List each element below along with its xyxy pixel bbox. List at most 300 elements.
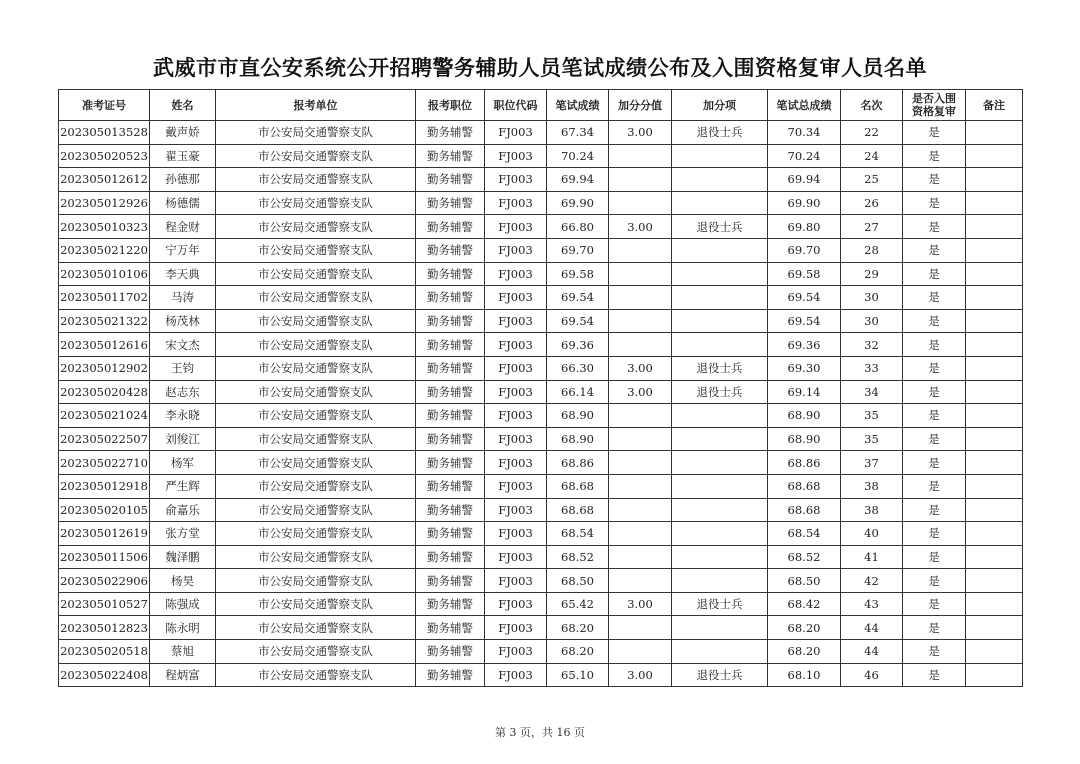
cell-exam-number: 202305010527 <box>59 592 150 616</box>
col-header-shortlisted: 是否入围资格复审 <box>903 90 966 121</box>
cell-total-score: 69.90 <box>768 191 841 215</box>
cell-bonus-item: 退役士兵 <box>672 380 768 404</box>
cell-bonus-item <box>672 498 768 522</box>
cell-shortlisted: 是 <box>903 569 966 593</box>
cell-total-score: 69.54 <box>768 309 841 333</box>
cell-position: 勤务辅警 <box>416 427 485 451</box>
cell-remarks <box>966 168 1023 192</box>
cell-exam-number: 202305022507 <box>59 427 150 451</box>
cell-position-code: FJ003 <box>485 121 547 145</box>
cell-remarks <box>966 592 1023 616</box>
cell-bonus-points: 3.00 <box>609 592 672 616</box>
cell-unit: 市公安局交通警察支队 <box>216 592 416 616</box>
cell-total-score: 68.42 <box>768 592 841 616</box>
cell-shortlisted: 是 <box>903 356 966 380</box>
cell-bonus-item <box>672 616 768 640</box>
cell-unit: 市公安局交通警察支队 <box>216 191 416 215</box>
cell-bonus-points <box>609 498 672 522</box>
cell-rank: 30 <box>841 286 903 310</box>
cell-written-score: 68.54 <box>547 522 609 546</box>
cell-total-score: 68.90 <box>768 404 841 428</box>
cell-remarks <box>966 309 1023 333</box>
cell-name: 马涛 <box>150 286 216 310</box>
cell-name: 程炳富 <box>150 663 216 687</box>
cell-bonus-points <box>609 333 672 357</box>
cell-bonus-points <box>609 616 672 640</box>
cell-shortlisted: 是 <box>903 427 966 451</box>
cell-position: 勤务辅警 <box>416 356 485 380</box>
cell-position-code: FJ003 <box>485 663 547 687</box>
cell-rank: 44 <box>841 616 903 640</box>
cell-unit: 市公安局交通警察支队 <box>216 144 416 168</box>
cell-rank: 35 <box>841 404 903 428</box>
cell-position: 勤务辅警 <box>416 592 485 616</box>
cell-total-score: 68.20 <box>768 616 841 640</box>
cell-shortlisted: 是 <box>903 121 966 145</box>
cell-name: 程金财 <box>150 215 216 239</box>
cell-name: 张方堂 <box>150 522 216 546</box>
cell-total-score: 70.34 <box>768 121 841 145</box>
cell-position: 勤务辅警 <box>416 474 485 498</box>
cell-rank: 40 <box>841 522 903 546</box>
cell-exam-number: 202305022906 <box>59 569 150 593</box>
cell-position-code: FJ003 <box>485 640 547 664</box>
cell-position: 勤务辅警 <box>416 498 485 522</box>
table-row <box>59 498 1023 522</box>
cell-bonus-points: 3.00 <box>609 121 672 145</box>
cell-position-code: FJ003 <box>485 545 547 569</box>
cell-position-code: FJ003 <box>485 451 547 475</box>
cell-position-code: FJ003 <box>485 333 547 357</box>
cell-shortlisted: 是 <box>903 333 966 357</box>
cell-bonus-points <box>609 144 672 168</box>
table-row <box>59 262 1023 286</box>
cell-position-code: FJ003 <box>485 286 547 310</box>
col-header-remarks: 备注 <box>966 90 1023 121</box>
table-row <box>59 168 1023 192</box>
cell-exam-number: 202305012616 <box>59 333 150 357</box>
cell-bonus-points <box>609 474 672 498</box>
cell-exam-number: 202305012619 <box>59 522 150 546</box>
table-row <box>59 545 1023 569</box>
table-row <box>59 144 1023 168</box>
cell-bonus-item <box>672 569 768 593</box>
page-footer: 第 3 页，共 16 页 <box>495 726 585 739</box>
cell-written-score: 69.58 <box>547 262 609 286</box>
cell-bonus-item <box>672 168 768 192</box>
cell-exam-number: 202305012918 <box>59 474 150 498</box>
cell-total-score: 68.50 <box>768 569 841 593</box>
cell-written-score: 69.54 <box>547 286 609 310</box>
cell-exam-number: 202305022408 <box>59 663 150 687</box>
cell-bonus-item <box>672 286 768 310</box>
cell-name: 刘俊江 <box>150 427 216 451</box>
cell-shortlisted: 是 <box>903 663 966 687</box>
cell-unit: 市公安局交通警察支队 <box>216 498 416 522</box>
cell-name: 宋文杰 <box>150 333 216 357</box>
cell-remarks <box>966 215 1023 239</box>
table-row <box>59 474 1023 498</box>
cell-position: 勤务辅警 <box>416 663 485 687</box>
cell-exam-number: 202305021024 <box>59 404 150 428</box>
header-row <box>59 90 1023 121</box>
table-row <box>59 663 1023 687</box>
cell-total-score: 68.90 <box>768 427 841 451</box>
cell-rank: 33 <box>841 356 903 380</box>
cell-bonus-points <box>609 427 672 451</box>
cell-written-score: 69.94 <box>547 168 609 192</box>
cell-written-score: 68.86 <box>547 451 609 475</box>
cell-bonus-item <box>672 333 768 357</box>
cell-rank: 46 <box>841 663 903 687</box>
cell-exam-number: 202305021220 <box>59 238 150 262</box>
cell-name: 杨昊 <box>150 569 216 593</box>
cell-bonus-points: 3.00 <box>609 215 672 239</box>
cell-position: 勤务辅警 <box>416 238 485 262</box>
cell-bonus-points <box>609 522 672 546</box>
cell-rank: 29 <box>841 262 903 286</box>
cell-position: 勤务辅警 <box>416 191 485 215</box>
cell-position: 勤务辅警 <box>416 616 485 640</box>
cell-remarks <box>966 569 1023 593</box>
cell-unit: 市公安局交通警察支队 <box>216 522 416 546</box>
cell-position: 勤务辅警 <box>416 333 485 357</box>
cell-name: 魏泽鹏 <box>150 545 216 569</box>
col-header-bonus-item: 加分项 <box>672 90 768 121</box>
cell-bonus-points <box>609 545 672 569</box>
table-row <box>59 427 1023 451</box>
cell-unit: 市公安局交通警察支队 <box>216 569 416 593</box>
table-row <box>59 522 1023 546</box>
table-row <box>59 121 1023 145</box>
cell-bonus-item: 退役士兵 <box>672 121 768 145</box>
cell-written-score: 68.68 <box>547 474 609 498</box>
cell-position: 勤务辅警 <box>416 262 485 286</box>
col-header-exam-number: 准考证号 <box>59 90 150 121</box>
cell-total-score: 69.70 <box>768 238 841 262</box>
cell-position-code: FJ003 <box>485 498 547 522</box>
cell-name: 王钧 <box>150 356 216 380</box>
cell-written-score: 70.24 <box>547 144 609 168</box>
cell-written-score: 68.52 <box>547 545 609 569</box>
cell-shortlisted: 是 <box>903 474 966 498</box>
cell-bonus-points <box>609 640 672 664</box>
cell-written-score: 68.90 <box>547 404 609 428</box>
cell-exam-number: 202305010106 <box>59 262 150 286</box>
cell-rank: 27 <box>841 215 903 239</box>
cell-remarks <box>966 427 1023 451</box>
cell-remarks <box>966 238 1023 262</box>
cell-position: 勤务辅警 <box>416 569 485 593</box>
cell-remarks <box>966 380 1023 404</box>
cell-exam-number: 202305013528 <box>59 121 150 145</box>
cell-position-code: FJ003 <box>485 215 547 239</box>
cell-bonus-points <box>609 191 672 215</box>
col-header-written-score: 笔试成绩 <box>547 90 609 121</box>
cell-position: 勤务辅警 <box>416 168 485 192</box>
cell-position-code: FJ003 <box>485 616 547 640</box>
cell-written-score: 66.80 <box>547 215 609 239</box>
cell-shortlisted: 是 <box>903 616 966 640</box>
cell-position-code: FJ003 <box>485 238 547 262</box>
cell-exam-number: 202305012823 <box>59 616 150 640</box>
cell-rank: 37 <box>841 451 903 475</box>
cell-total-score: 69.30 <box>768 356 841 380</box>
table-row <box>59 404 1023 428</box>
cell-written-score: 68.20 <box>547 616 609 640</box>
cell-written-score: 66.30 <box>547 356 609 380</box>
cell-position: 勤务辅警 <box>416 522 485 546</box>
cell-unit: 市公安局交通警察支队 <box>216 380 416 404</box>
cell-bonus-points: 3.00 <box>609 380 672 404</box>
cell-position-code: FJ003 <box>485 262 547 286</box>
cell-position: 勤务辅警 <box>416 121 485 145</box>
table-row <box>59 191 1023 215</box>
cell-rank: 43 <box>841 592 903 616</box>
cell-name: 李天典 <box>150 262 216 286</box>
cell-rank: 32 <box>841 333 903 357</box>
cell-shortlisted: 是 <box>903 215 966 239</box>
cell-exam-number: 202305020105 <box>59 498 150 522</box>
cell-name: 杨德儒 <box>150 191 216 215</box>
col-header-total-score: 笔试总成绩 <box>768 90 841 121</box>
cell-exam-number: 202305012902 <box>59 356 150 380</box>
cell-position: 勤务辅警 <box>416 640 485 664</box>
cell-unit: 市公安局交通警察支队 <box>216 451 416 475</box>
cell-unit: 市公安局交通警察支队 <box>216 640 416 664</box>
cell-total-score: 69.80 <box>768 215 841 239</box>
cell-exam-number: 202305011506 <box>59 545 150 569</box>
cell-name: 孙德那 <box>150 168 216 192</box>
cell-unit: 市公安局交通警察支队 <box>216 168 416 192</box>
cell-shortlisted: 是 <box>903 168 966 192</box>
cell-position-code: FJ003 <box>485 522 547 546</box>
cell-position: 勤务辅警 <box>416 286 485 310</box>
cell-bonus-item <box>672 451 768 475</box>
cell-bonus-points <box>609 451 672 475</box>
cell-written-score: 68.90 <box>547 427 609 451</box>
cell-total-score: 69.94 <box>768 168 841 192</box>
cell-position-code: FJ003 <box>485 309 547 333</box>
cell-exam-number: 202305012926 <box>59 191 150 215</box>
cell-remarks <box>966 144 1023 168</box>
cell-position: 勤务辅警 <box>416 309 485 333</box>
cell-bonus-points <box>609 238 672 262</box>
cell-bonus-points <box>609 262 672 286</box>
col-header-position-code: 职位代码 <box>485 90 547 121</box>
cell-total-score: 69.36 <box>768 333 841 357</box>
cell-unit: 市公安局交通警察支队 <box>216 333 416 357</box>
cell-position-code: FJ003 <box>485 569 547 593</box>
cell-name: 陈强成 <box>150 592 216 616</box>
cell-name: 杨军 <box>150 451 216 475</box>
cell-bonus-item: 退役士兵 <box>672 663 768 687</box>
cell-name: 杨茂林 <box>150 309 216 333</box>
cell-written-score: 68.68 <box>547 498 609 522</box>
cell-total-score: 68.68 <box>768 474 841 498</box>
cell-bonus-item <box>672 404 768 428</box>
cell-total-score: 68.54 <box>768 522 841 546</box>
cell-remarks <box>966 121 1023 145</box>
cell-total-score: 68.68 <box>768 498 841 522</box>
cell-total-score: 69.14 <box>768 380 841 404</box>
cell-bonus-item: 退役士兵 <box>672 356 768 380</box>
cell-rank: 22 <box>841 121 903 145</box>
cell-total-score: 68.52 <box>768 545 841 569</box>
cell-unit: 市公安局交通警察支队 <box>216 616 416 640</box>
cell-shortlisted: 是 <box>903 286 966 310</box>
cell-exam-number: 202305022710 <box>59 451 150 475</box>
cell-position-code: FJ003 <box>485 404 547 428</box>
cell-name: 蔡旭 <box>150 640 216 664</box>
cell-name: 陈永明 <box>150 616 216 640</box>
cell-exam-number: 202305021322 <box>59 309 150 333</box>
cell-bonus-points <box>609 309 672 333</box>
cell-name: 俞嘉乐 <box>150 498 216 522</box>
cell-name: 严生辉 <box>150 474 216 498</box>
table-row <box>59 569 1023 593</box>
cell-written-score: 66.14 <box>547 380 609 404</box>
cell-rank: 28 <box>841 238 903 262</box>
cell-remarks <box>966 356 1023 380</box>
cell-written-score: 68.50 <box>547 569 609 593</box>
col-header-bonus-points: 加分分值 <box>609 90 672 121</box>
cell-bonus-points <box>609 569 672 593</box>
cell-exam-number: 202305011702 <box>59 286 150 310</box>
cell-position: 勤务辅警 <box>416 404 485 428</box>
cell-shortlisted: 是 <box>903 498 966 522</box>
cell-position: 勤务辅警 <box>416 215 485 239</box>
cell-written-score: 69.90 <box>547 191 609 215</box>
cell-written-score: 67.34 <box>547 121 609 145</box>
cell-total-score: 68.20 <box>768 640 841 664</box>
cell-total-score: 70.24 <box>768 144 841 168</box>
cell-unit: 市公安局交通警察支队 <box>216 262 416 286</box>
cell-shortlisted: 是 <box>903 144 966 168</box>
cell-name: 李永晓 <box>150 404 216 428</box>
cell-bonus-points: 3.00 <box>609 663 672 687</box>
cell-shortlisted: 是 <box>903 238 966 262</box>
cell-written-score: 69.36 <box>547 333 609 357</box>
cell-bonus-item <box>672 545 768 569</box>
cell-bonus-item: 退役士兵 <box>672 592 768 616</box>
cell-unit: 市公安局交通警察支队 <box>216 474 416 498</box>
cell-shortlisted: 是 <box>903 640 966 664</box>
col-header-rank: 名次 <box>841 90 903 121</box>
cell-exam-number: 202305020518 <box>59 640 150 664</box>
cell-position-code: FJ003 <box>485 356 547 380</box>
cell-remarks <box>966 498 1023 522</box>
cell-position-code: FJ003 <box>485 592 547 616</box>
col-header-unit: 报考单位 <box>216 90 416 121</box>
cell-total-score: 69.54 <box>768 286 841 310</box>
cell-exam-number: 202305020428 <box>59 380 150 404</box>
cell-unit: 市公安局交通警察支队 <box>216 663 416 687</box>
cell-unit: 市公安局交通警察支队 <box>216 286 416 310</box>
cell-written-score: 68.20 <box>547 640 609 664</box>
cell-rank: 38 <box>841 498 903 522</box>
cell-remarks <box>966 451 1023 475</box>
col-header-name: 姓名 <box>150 90 216 121</box>
cell-shortlisted: 是 <box>903 380 966 404</box>
cell-rank: 38 <box>841 474 903 498</box>
cell-shortlisted: 是 <box>903 262 966 286</box>
table-row <box>59 309 1023 333</box>
cell-rank: 25 <box>841 168 903 192</box>
cell-remarks <box>966 640 1023 664</box>
cell-position: 勤务辅警 <box>416 144 485 168</box>
cell-remarks <box>966 333 1023 357</box>
table-row <box>59 451 1023 475</box>
table-row <box>59 286 1023 310</box>
table-row <box>59 238 1023 262</box>
cell-written-score: 69.70 <box>547 238 609 262</box>
cell-shortlisted: 是 <box>903 545 966 569</box>
cell-position-code: FJ003 <box>485 427 547 451</box>
cell-bonus-item <box>672 191 768 215</box>
cell-remarks <box>966 191 1023 215</box>
cell-remarks <box>966 663 1023 687</box>
cell-bonus-item <box>672 427 768 451</box>
cell-bonus-item: 退役士兵 <box>672 215 768 239</box>
table-row <box>59 215 1023 239</box>
cell-bonus-points <box>609 286 672 310</box>
cell-shortlisted: 是 <box>903 404 966 428</box>
cell-bonus-points <box>609 168 672 192</box>
col-header-position: 报考职位 <box>416 90 485 121</box>
cell-exam-number: 202305010323 <box>59 215 150 239</box>
cell-written-score: 65.42 <box>547 592 609 616</box>
cell-position-code: FJ003 <box>485 474 547 498</box>
cell-remarks <box>966 545 1023 569</box>
cell-exam-number: 202305020523 <box>59 144 150 168</box>
cell-written-score: 65.10 <box>547 663 609 687</box>
cell-bonus-item <box>672 144 768 168</box>
cell-position-code: FJ003 <box>485 380 547 404</box>
cell-rank: 24 <box>841 144 903 168</box>
cell-name: 宁万年 <box>150 238 216 262</box>
cell-rank: 42 <box>841 569 903 593</box>
cell-shortlisted: 是 <box>903 191 966 215</box>
cell-unit: 市公安局交通警察支队 <box>216 121 416 145</box>
cell-bonus-item <box>672 640 768 664</box>
cell-shortlisted: 是 <box>903 451 966 475</box>
cell-position-code: FJ003 <box>485 168 547 192</box>
cell-bonus-points: 3.00 <box>609 356 672 380</box>
cell-remarks <box>966 616 1023 640</box>
cell-position: 勤务辅警 <box>416 545 485 569</box>
cell-shortlisted: 是 <box>903 309 966 333</box>
cell-unit: 市公安局交通警察支队 <box>216 545 416 569</box>
cell-bonus-item <box>672 309 768 333</box>
cell-unit: 市公安局交通警察支队 <box>216 404 416 428</box>
results-table <box>58 89 1023 687</box>
cell-shortlisted: 是 <box>903 522 966 546</box>
cell-name: 赵志东 <box>150 380 216 404</box>
cell-bonus-item <box>672 522 768 546</box>
cell-total-score: 69.58 <box>768 262 841 286</box>
table-row <box>59 592 1023 616</box>
cell-total-score: 68.10 <box>768 663 841 687</box>
cell-position-code: FJ003 <box>485 144 547 168</box>
cell-bonus-points <box>609 404 672 428</box>
table-row <box>59 640 1023 664</box>
cell-rank: 34 <box>841 380 903 404</box>
page-title: 武威市市直公安系统公开招聘警务辅助人员笔试成绩公布及入围资格复审人员名单 <box>153 56 927 80</box>
cell-remarks <box>966 286 1023 310</box>
cell-bonus-item <box>672 474 768 498</box>
cell-exam-number: 202305012612 <box>59 168 150 192</box>
